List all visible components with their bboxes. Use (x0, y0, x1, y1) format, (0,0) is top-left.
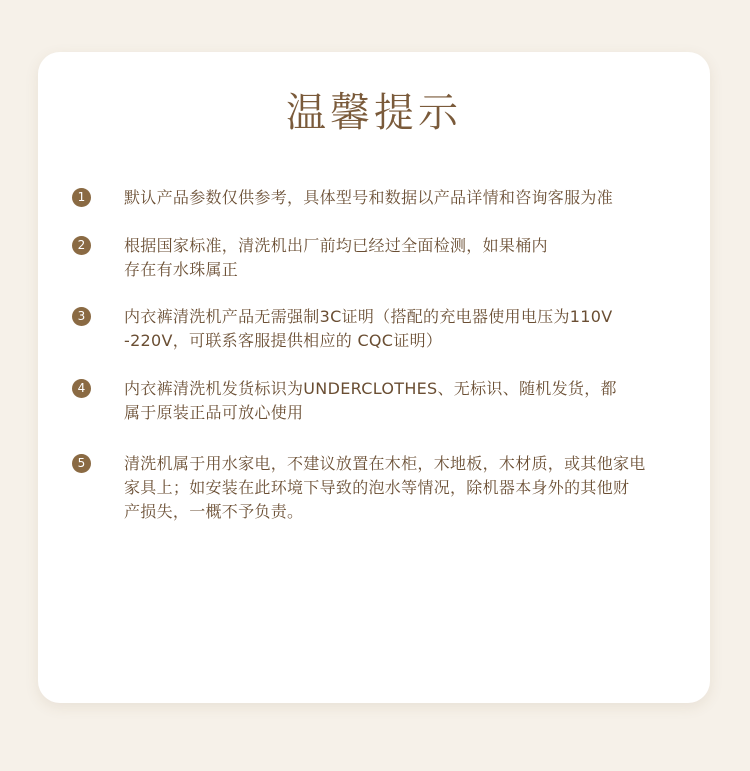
notice-text-line: 属于原装正品可放心使用 (124, 403, 304, 422)
notice-text-line: 存在有水珠属正 (124, 260, 239, 279)
notice-text (124, 234, 680, 282)
number-badge: 5 (72, 454, 91, 473)
number-badge: 1 (72, 188, 91, 207)
notice-card (38, 52, 710, 703)
notice-text-line: 默认产品参数仅供参考，具体型号和数据以产品详情和咨询客服为准 (124, 188, 614, 207)
notice-text-line: -220V，可联系客服提供相应的 CQC证明） (124, 331, 443, 350)
notice-text-line: 根据国家标准，清洗机出厂前均已经过全面检测，如果桶内 (124, 236, 548, 255)
notice-text-line: 内衣裤清洗机发货标识为UNDERCLOTHES、无标识、随机发货，都 (124, 379, 617, 398)
notice-text (124, 186, 680, 210)
notice-text-line: 内衣裤清洗机产品无需强制3C证明（搭配的充电器使用电压为110V (124, 307, 613, 326)
notice-text (124, 452, 680, 524)
notice-text (124, 305, 680, 353)
notice-text-line: 产损失，一概不予负责。 (124, 502, 304, 521)
notice-title: 温馨提示 (286, 90, 462, 136)
number-badge: 4 (72, 379, 91, 398)
notice-text (124, 377, 680, 425)
notice-text-line: 家具上；如安装在此环境下导致的泡水等情况，除机器本身外的其他财 (124, 478, 630, 497)
number-badge: 2 (72, 236, 91, 255)
notice-text-line: 清洗机属于用水家电，不建议放置在木柜，木地板，木材质，或其他家电 (124, 454, 646, 473)
number-badge: 3 (72, 307, 91, 326)
